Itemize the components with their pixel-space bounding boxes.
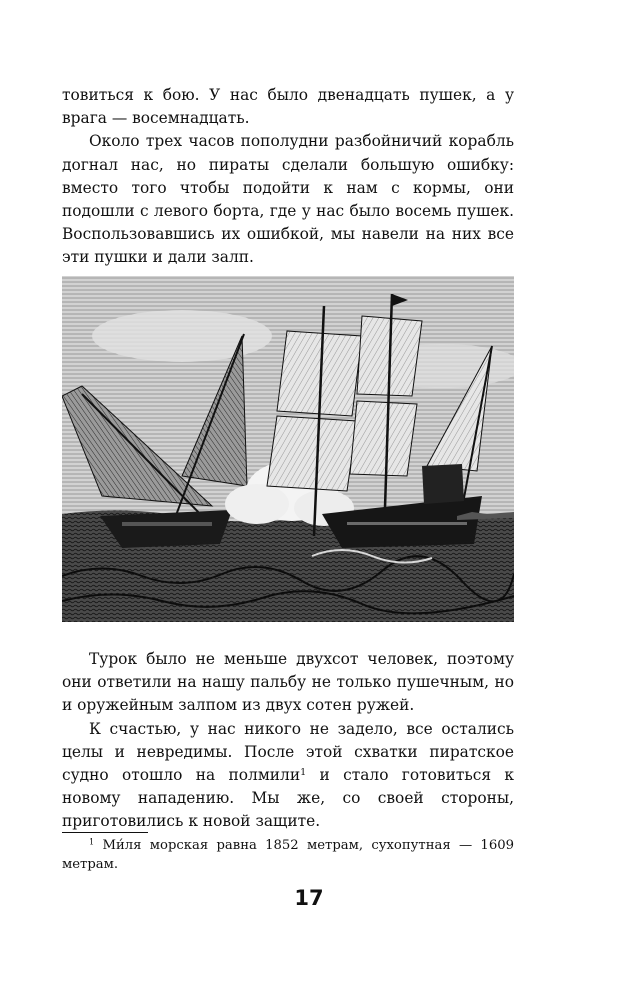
galleon-sail <box>350 401 417 476</box>
paragraph <box>62 718 514 834</box>
galleon-sail <box>267 416 357 491</box>
footnote-divider <box>62 832 148 833</box>
footnote-marker: 1 <box>89 836 95 847</box>
footnote-text: Ми́ля морская равна 1852 метрам, сухопутная — 1609 метрам. <box>62 838 514 872</box>
paragraph: товиться к бою. У нас было двенадцать пушек, а у врага — восемнадцать. <box>62 86 514 128</box>
illustration-sea-battle <box>62 276 514 622</box>
footnote <box>62 836 514 874</box>
paragraph: Турок было не меньше двухсот человек, поэтому они ответили на нашу пальбу не только пушечным, но и оружейным залпом из двух сотен ружей. <box>62 650 514 715</box>
cannon-smoke <box>225 484 289 524</box>
galleon-stern <box>422 464 464 504</box>
ship-engraving-image <box>62 276 514 622</box>
galleon-gunwale <box>347 522 467 525</box>
paragraph-text: К счастью, у нас никого не задело, все остались целы и невредимы. После этой схватки пиратское судно отошло на полмили <box>62 719 514 785</box>
page-number: 17 <box>294 886 324 910</box>
bottom-text-block <box>62 648 514 834</box>
footnote-reference[interactable]: 1 <box>300 766 307 778</box>
top-text-block <box>62 84 514 270</box>
cloud <box>92 310 272 362</box>
pirate-deck <box>122 522 212 526</box>
pirate-hull <box>100 510 232 548</box>
paragraph-text: и стало готовиться к новому нападению. Мы же, со своей стороны, приготовились к новой защите. <box>62 766 515 831</box>
paragraph: Около трех часов пополудни разбойничий корабль догнал нас, но пираты сделали большую ошибку: вместо того чтобы подойти к нам с кормы, они подошли с левого борта, где у нас было восемь пушек. Воспользовавшись их ошибкой, мы навели на них все эти пушки и дали залп. <box>62 132 514 267</box>
